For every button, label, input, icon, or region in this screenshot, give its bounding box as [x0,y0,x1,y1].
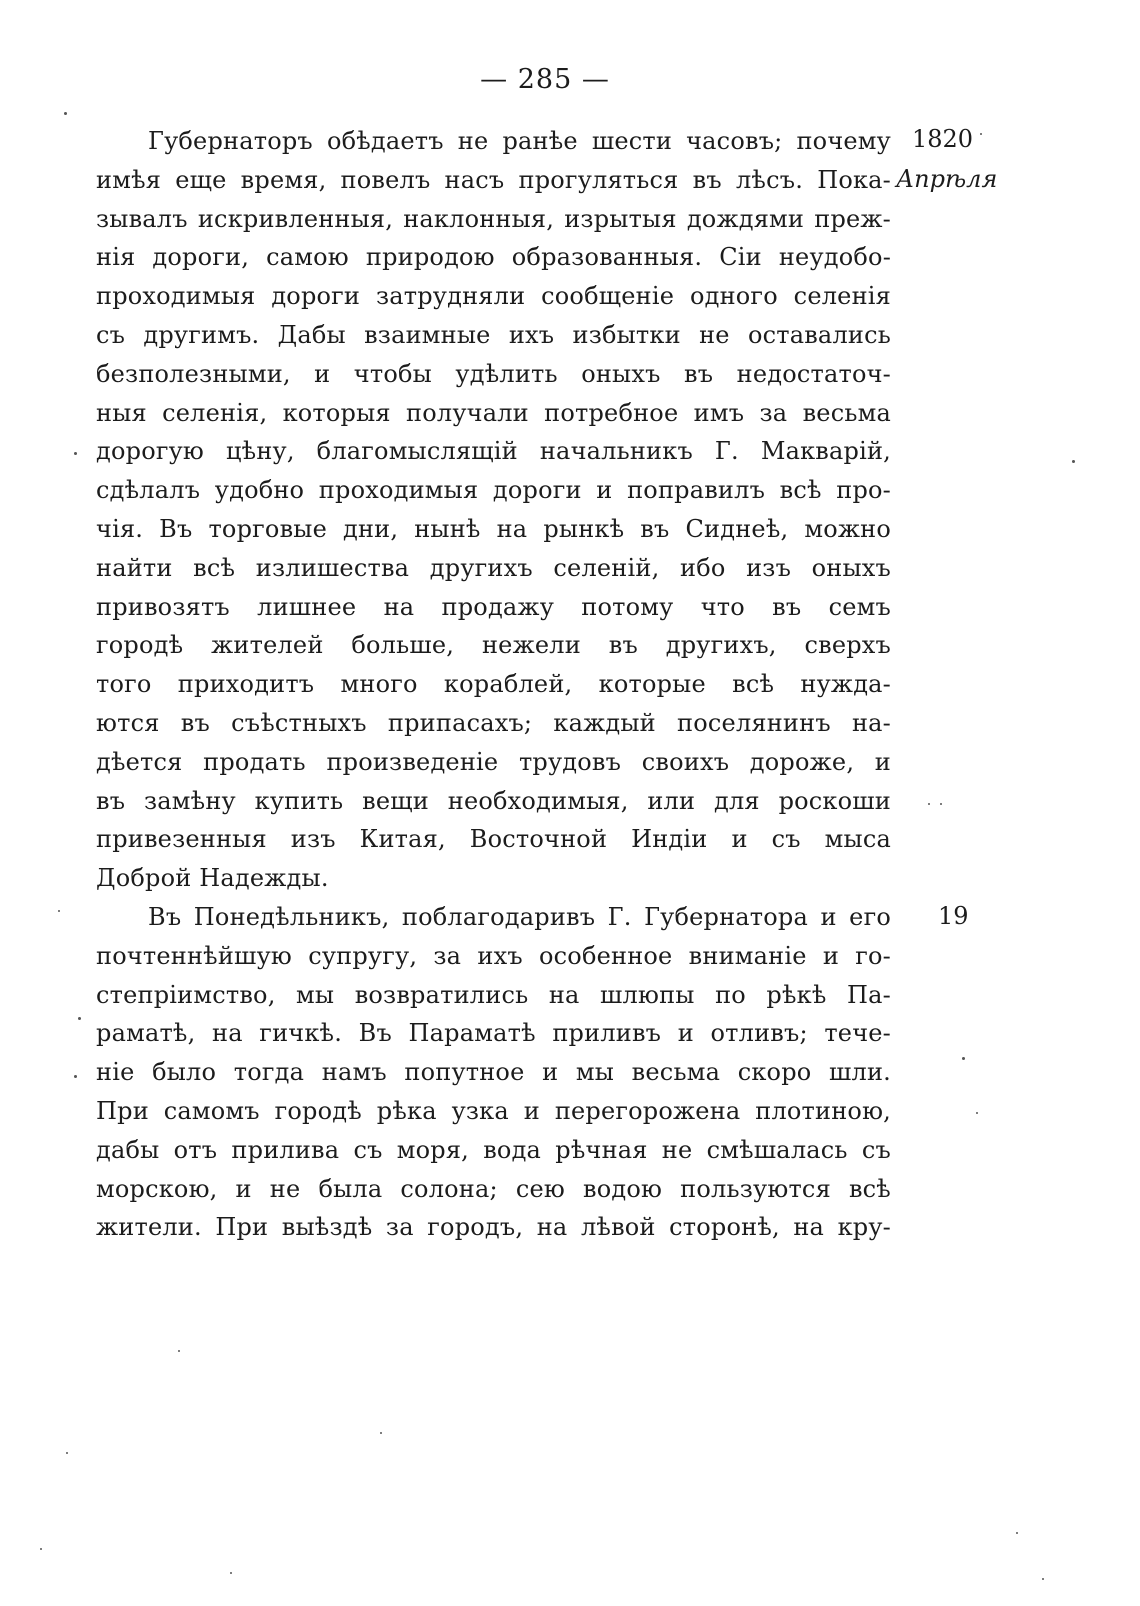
text-line: сдѣлалъ удобно проходимыя дороги и поправилъ всѣ про- [96,476,891,505]
scan-speck [66,1452,68,1454]
text-line: нія дороги, самою природою образованныя. Сіи неудобо- [96,243,891,272]
scan-speck [74,1075,77,1078]
scan-speck [1042,1578,1044,1580]
text-line: городѣ жителей больше, нежели въ другихъ, сверхъ [96,631,891,660]
paragraph-1 [96,122,891,898]
text-line: Въ Понедѣльникъ, поблагодаривъ Г. Губернатора и его [148,903,891,931]
text-line: При самомъ городѣ рѣка узка и перегорожена плотиною, [96,1096,891,1125]
scan-speck [962,1057,965,1060]
text-line: раматѣ, на гичкѣ. Въ Параматѣ приливъ и отливъ; тече- [96,1019,891,1048]
scan-speck [78,1017,81,1020]
text-line: дабы отъ прилива съ моря, вода рѣчная не смѣшалась съ [96,1135,891,1164]
text-line: ніе было тогда намъ попутное и мы весьма скоро шли. [96,1058,891,1087]
text-line: Доброй Надежды. [96,864,329,893]
scan-speck [976,1112,978,1114]
text-line: имѣя еще время, повелъ насъ прогуляться въ лѣсъ. Пока- [96,165,891,194]
text-line: того приходитъ много кораблей, которые всѣ нужда- [96,670,891,699]
scan-speck [928,803,930,805]
text-line: привезенныя изъ Китая, Восточной Индіи и съ мыса [96,825,891,854]
text-line: ются въ съѣстныхъ припасахъ; каждый поселянинъ на- [96,708,891,737]
scan-speck [940,803,942,805]
scan-speck [1016,1532,1018,1534]
scan-speck [40,1548,42,1550]
text-line: найти всѣ излишества другихъ селеній, ибо изъ оныхъ [96,553,891,582]
text-line: дорогую цѣну, благомыслящій начальникъ Г. Макварій, [96,437,891,466]
text-line: дѣется продать произведеніе трудовъ своихъ дороже, и [96,747,891,776]
scan-speck [1072,460,1075,463]
margin-note-month: Апрѣля [896,165,998,193]
text-line: въ замѣну купить вещи необходимыя, или для роскоши [96,786,891,815]
text-line: съ другимъ. Дабы взаимные ихъ избытки не оставались [96,320,891,349]
scan-speck [380,1432,382,1434]
text-line: морскою, и не была солона; сею водою пользуются всѣ [96,1174,891,1203]
scan-speck [230,1572,232,1574]
text-line: привозятъ лишнее на продажу потому что въ семъ [96,592,891,621]
text-line: зывалъ искривленныя, наклонныя, изрытыя дождями преж- [96,204,891,233]
page-number: — 285 — [480,64,610,95]
text-line: проходимыя дороги затрудняли сообщеніе одного селенія [96,282,891,311]
scan-speck [64,112,67,115]
text-line: безполезными, и чтобы удѣлить оныхъ въ недостаточ- [96,359,891,388]
scan-speck [178,1350,180,1352]
text-line: жители. При выѣздѣ за городъ, на лѣвой сторонѣ, на кру- [96,1213,891,1242]
text-line: почтеннѣйшую супругу, за ихъ особенное вниманіе и го- [96,941,891,970]
margin-note-day: 19 [938,902,969,930]
margin-note-year: 1820 [912,125,974,153]
scan-speck [58,910,60,912]
text-line: ныя селенія, которыя получали потребное имъ за весьма [96,398,891,427]
text-line: Губернаторъ обѣдаетъ не ранѣе шести часовъ; почему [148,127,891,155]
paragraph-2 [96,898,891,1247]
scan-speck [980,133,982,135]
scan-speck [74,452,77,455]
text-line: чія. Въ торговые дни, нынѣ на рынкѣ въ Сиднеѣ, можно [96,514,891,543]
text-line: степріимство, мы возвратились на шлюпы по рѣкѣ Па- [96,980,891,1009]
